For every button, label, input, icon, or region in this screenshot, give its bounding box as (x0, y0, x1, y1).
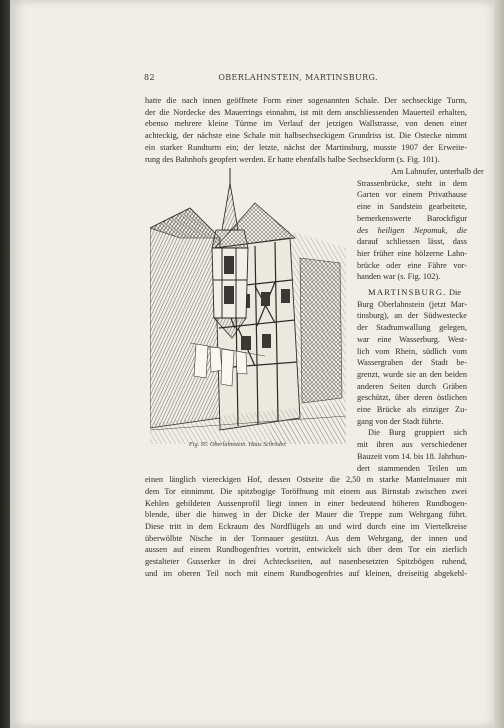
text-line: gang von der Stadt führte. (357, 416, 444, 426)
section-heading: MARTINSBURG. (368, 287, 447, 297)
text-line: lich vom Rhein, südlich vom (357, 346, 467, 356)
text-line: war eine Wasserburg. West- (357, 334, 467, 344)
text-line: der die Nordecke des Mauerrings einnahm, ist mit dem anschliessenden Mauerteil erhalten, (145, 107, 467, 117)
text-line: grenzt, wurde sie an den beiden (357, 369, 467, 379)
text-line: darauf schliessen lässt, dass (357, 237, 467, 247)
text-line: eine Brücke als einziger Zu- (357, 405, 467, 414)
text-line: Am Lahnufer, unterhalb der (391, 167, 484, 176)
text-line: und im oberen Teil noch mit einem Rundbogenfries auf kleinen, dreiseitig abgekehl- (145, 568, 467, 578)
text-line: blende, über die hinweg in der Dicke der Mauer die Treppe zum Wehrgang führt. (145, 510, 467, 520)
text-line: Kehlen gebildeten Aussenprofil liegt innen in einer bedeutend höheren Rundbogen- (145, 498, 467, 508)
text-line: gestalteter Gusserker in drei Achteckseiten, auf nasenbesetzten Spitzbögen ruhend, (145, 557, 467, 567)
text-line: Strassenbrücke, steht in dem (357, 178, 467, 188)
text-line: dem Tor einnimmt. Die spitzbogige Toröffnung mit einem aus Birnstab zwischen zwei (145, 486, 467, 496)
text-line: ebenso mehrere kleine Türme im Verlauf der jetzigen Wallstrasse, von denen einer (145, 119, 467, 129)
text-line: brücke oder eine Fähre vor- (357, 260, 467, 270)
text-line: dert stammenden Teilen um (357, 463, 467, 473)
text-line: anderen Seiten durch Gräben (357, 381, 467, 391)
text-line: ein starker Rundturm ein; der letzte, nächst der Martinsburg, musste 1907 der Erweite- (145, 142, 467, 152)
page-number: 82 (144, 73, 155, 82)
text-line: geschützt, über deren östlichen (357, 393, 467, 403)
text-line: mit ihren aus verschiedener (357, 440, 467, 450)
text-line: Diese tritt in dem Eckraum des Nordflügels an und wird durch eine im Viertelkreise (145, 522, 467, 531)
text-line: tinsburg), an der Südwestecke (357, 311, 467, 321)
text-line: der Stadtumwallung gelegen, (357, 323, 467, 333)
text-line: Garten vor einem Privathause (357, 190, 467, 200)
figure-caption: Fig. 95. Oberlahnstein. Haus Schröder. (189, 441, 287, 448)
page-edge (494, 0, 504, 728)
text-line: handen war (s. Fig. 102). (357, 272, 441, 282)
book-binding (0, 0, 10, 728)
text-line: bemerkenswerte Barockfigur (357, 213, 467, 223)
text-line: Bauzeit vom 14. bis 18. Jahrhun- (357, 451, 467, 461)
text-line: hatte die nach innen geöffnete Form einer sogenannten Schale. Der sechseckige Turm, (145, 96, 467, 105)
text-line: eine in Sandstein gearbeitete, (357, 202, 467, 212)
text-line: aussen auf einem Rundbogenfries vortritt, entwickelt sich über dem Tor ein zierlich (145, 545, 467, 555)
text-line: Wassergraben der Stadt be- (357, 358, 467, 368)
text-line: Die (449, 288, 461, 297)
text-line: hier früher eine hölzerne Lahn- (357, 248, 467, 258)
text-line: überwölbte Nische in der Tormauer gestützt. Aus dem Wehrgang, der innen und (145, 533, 467, 543)
text-line: rung des Bahnhofs geopfert werden. Er hatte ebenfalls halbe Sechseckform (s. Fig. 101). (145, 154, 440, 164)
page-header (144, 73, 388, 85)
text-line: des heiligen Nepomuk, die (357, 225, 467, 235)
running-head: OBERLAHNSTEIN, MARTINSBURG. (218, 73, 378, 82)
illustration-haus-schroeder (150, 168, 346, 444)
text-line: achteckig, der nächste eine Schale mit halbsechseckigem Grundriss ist. Die Ostecke nimmt (145, 131, 467, 141)
text-line: Die Burg gruppiert sich (368, 428, 467, 438)
text-line: Burg Oberlahnstein (jetzt Mar- (357, 299, 467, 309)
text-line: einen länglich viereckigen Hof, dessen Ostseite die 2,50 m starke Mantelmauer mit (145, 475, 467, 485)
